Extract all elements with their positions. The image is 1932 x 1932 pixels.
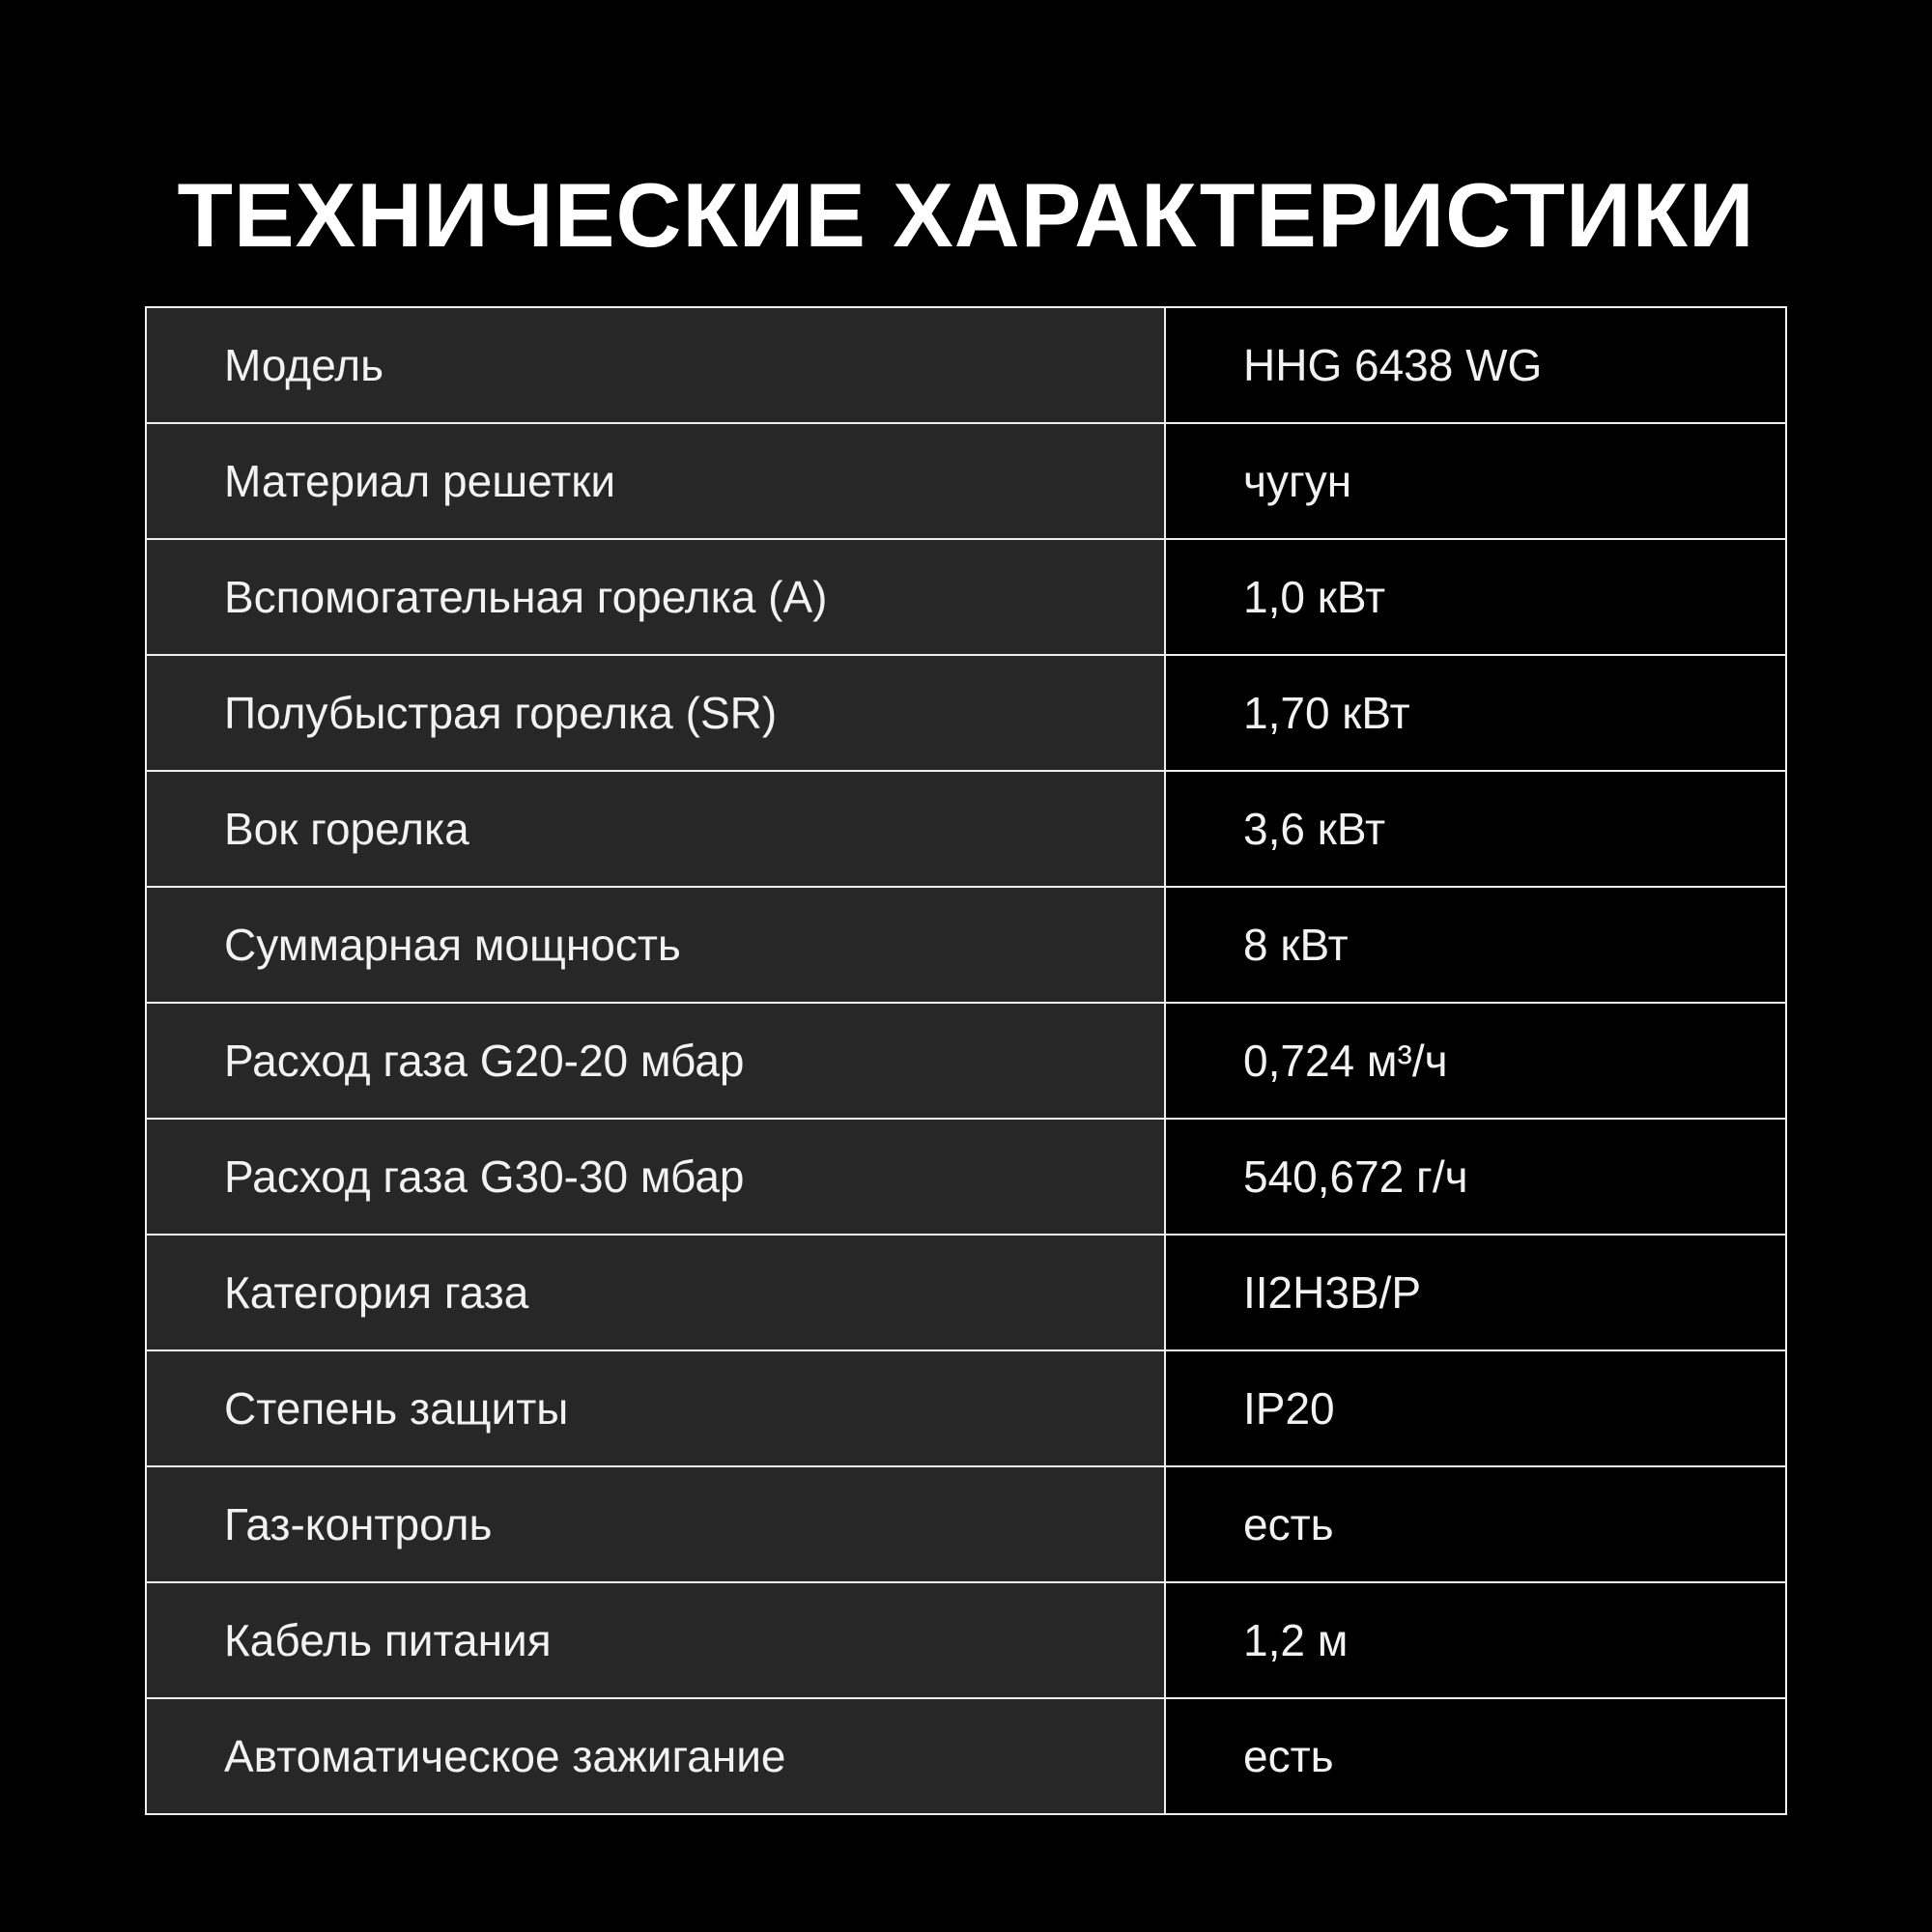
spec-label: Автоматическое зажигание [147,1699,1164,1813]
spec-label: Вспомогательная горелка (A) [147,540,1164,654]
spec-value: есть [1166,1699,1785,1813]
spec-value: 1,70 кВт [1166,656,1785,770]
spec-value: 540,672 г/ч [1166,1120,1785,1234]
spec-value: HHG 6438 WG [1166,308,1785,422]
spec-label: Кабель питания [147,1583,1164,1697]
spec-label: Газ-контроль [147,1467,1164,1581]
page-title: ТЕХНИЧЕСКИЕ ХАРАКТЕРИСТИКИ [177,163,1755,266]
spec-value: 3,6 кВт [1166,772,1785,886]
spec-value: есть [1166,1467,1785,1581]
spec-label: Категория газа [147,1236,1164,1350]
spec-value: 8 кВт [1166,888,1785,1002]
spec-label: Полубыстрая горелка (SR) [147,656,1164,770]
spec-value: IP20 [1166,1351,1785,1465]
spec-value: чугун [1166,424,1785,538]
spec-value: 1,0 кВт [1166,540,1785,654]
spec-value: 0,724 м³/ч [1166,1004,1785,1118]
spec-label: Модель [147,308,1164,422]
spec-label: Суммарная мощность [147,888,1164,1002]
specs-table [145,306,1787,1815]
spec-label: Расход газа G20-20 мбар [147,1004,1164,1118]
spec-label: Степень защиты [147,1351,1164,1465]
spec-label: Расход газа G30-30 мбар [147,1120,1164,1234]
spec-value: 1,2 м [1166,1583,1785,1697]
spec-value: II2H3B/P [1166,1236,1785,1350]
spec-label: Материал решетки [147,424,1164,538]
spec-label: Вок горелка [147,772,1164,886]
